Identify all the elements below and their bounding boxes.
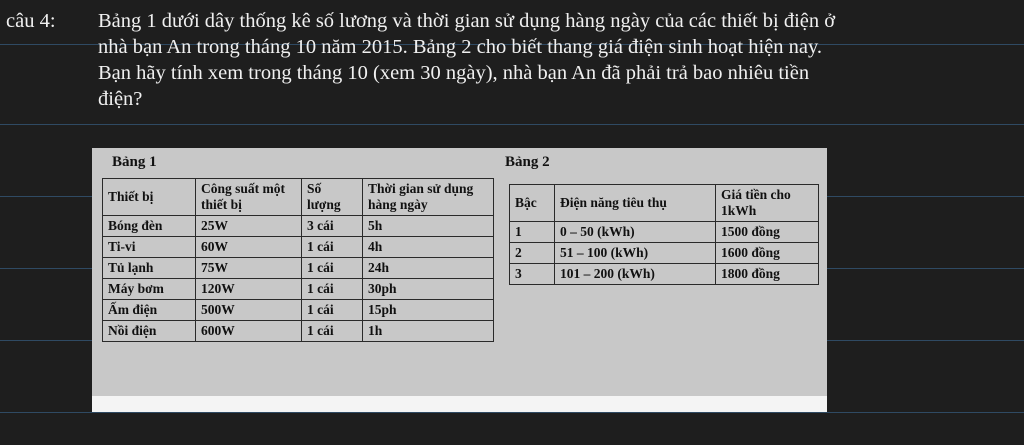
- table-cell: Máy bơm: [103, 279, 196, 300]
- tables-image: [92, 148, 827, 412]
- table-row: [103, 279, 494, 300]
- table-cell: 24h: [363, 258, 494, 279]
- table-cell: 25W: [196, 216, 302, 237]
- table-cell: 1 cái: [302, 237, 363, 258]
- table2-title: Bảng 2: [505, 154, 550, 170]
- table-cell: Nồi điện: [103, 321, 196, 342]
- table-row: [103, 300, 494, 321]
- table-header-cell: Giá tiền cho 1kWh: [716, 185, 819, 222]
- table-header-row: [510, 185, 819, 222]
- table-cell: 4h: [363, 237, 494, 258]
- table-cell: 3 cái: [302, 216, 363, 237]
- table-header-cell: Bậc: [510, 185, 555, 222]
- table-row: [103, 216, 494, 237]
- table-cell: Bóng đèn: [103, 216, 196, 237]
- table-cell: 1 cái: [302, 321, 363, 342]
- table-header-cell: Thời gian sử dụng hàng ngày: [363, 179, 494, 216]
- table-cell: 600W: [196, 321, 302, 342]
- table-cell: 1800 đồng: [716, 264, 819, 285]
- table-cell: 1h: [363, 321, 494, 342]
- table-cell: 60W: [196, 237, 302, 258]
- table-cell: 120W: [196, 279, 302, 300]
- table-header-cell: Công suất một thiết bị: [196, 179, 302, 216]
- question-line: Bạn hãy tính xem trong tháng 10 (xem 30 ngày), nhà bạn An đã phải trả bao nhiêu tiền: [98, 62, 810, 84]
- table-header-cell: Điện năng tiêu thụ: [555, 185, 716, 222]
- table-cell: 1 cái: [302, 300, 363, 321]
- table-cell: 15ph: [363, 300, 494, 321]
- table-header-cell: Số lượng: [302, 179, 363, 216]
- table-cell: 2: [510, 243, 555, 264]
- table-cell: Tủ lạnh: [103, 258, 196, 279]
- table1: [102, 178, 494, 342]
- table-row: [103, 258, 494, 279]
- table-cell: 500W: [196, 300, 302, 321]
- table2: [509, 184, 819, 285]
- panel-bottom-strip: [92, 396, 827, 412]
- table-row: [510, 243, 819, 264]
- table-row: [103, 237, 494, 258]
- table-row: [510, 222, 819, 243]
- table-cell: 1 cái: [302, 258, 363, 279]
- table-cell: 30ph: [363, 279, 494, 300]
- table-header-row: [103, 179, 494, 216]
- table-cell: Ti-vi: [103, 237, 196, 258]
- table-cell: 0 – 50 (kWh): [555, 222, 716, 243]
- table-cell: 5h: [363, 216, 494, 237]
- table-cell: 75W: [196, 258, 302, 279]
- question-line: điện?: [98, 88, 143, 110]
- table-cell: 1: [510, 222, 555, 243]
- table-cell: 3: [510, 264, 555, 285]
- question-line: nhà bạn An trong tháng 10 năm 2015. Bảng 2 cho biết thang giá điện sinh hoạt hiện nay.: [98, 36, 823, 58]
- table-row: [103, 321, 494, 342]
- question-line: Bảng 1 dưới dây thống kê số lương và thời gian sử dụng hàng ngày của các thiết bị điện ở: [98, 10, 836, 32]
- table-header-cell: Thiết bị: [103, 179, 196, 216]
- table1-title: Bảng 1: [112, 154, 157, 170]
- table-row: [510, 264, 819, 285]
- question-text: [98, 8, 1018, 112]
- table-cell: 1600 đồng: [716, 243, 819, 264]
- table-cell: 1500 đồng: [716, 222, 819, 243]
- table-cell: 51 – 100 (kWh): [555, 243, 716, 264]
- table-cell: 101 – 200 (kWh): [555, 264, 716, 285]
- question-label: câu 4:: [6, 10, 56, 32]
- table-cell: 1 cái: [302, 279, 363, 300]
- table-cell: Ấm điện: [103, 300, 196, 321]
